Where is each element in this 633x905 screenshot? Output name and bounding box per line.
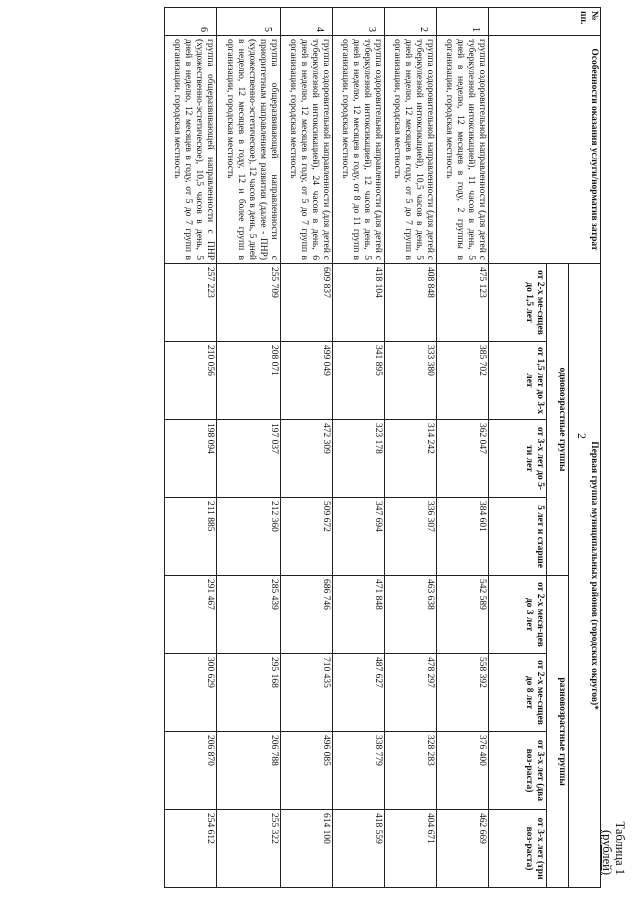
cell-value: 338 779 [333, 732, 385, 810]
cell-value: 333 380 [385, 342, 437, 420]
cell-value: 614 100 [281, 810, 333, 888]
col-header: от 2-х меся-цев до 3 лет [489, 576, 547, 654]
col-header: от 2-х ме-сяцев до 8 лет [489, 654, 547, 732]
cell-value: 385 702 [437, 342, 489, 420]
cell-value: 496 085 [281, 732, 333, 810]
table-row [437, 8, 489, 888]
row-description: группа оздоровительной направленности (для детей с туберкулезной интоксикацией), 11 часов в день, 5 дней в неделю, 12 месяцев в году, 2 группы в организации, городская местность [437, 36, 489, 264]
col-feature-header: Особенности оказания услуги/норматив затрат [489, 36, 601, 264]
col-header: от 3-х лет (три воз-раста) [489, 810, 547, 888]
cell-value: 255 709 [217, 264, 281, 342]
col-header: от 1,5 лет до 3-х лет [489, 342, 547, 420]
table-row [281, 8, 333, 888]
single-age-header: одновозрастные группы [547, 264, 569, 576]
cell-value: 558 392 [437, 654, 489, 732]
table-row [217, 8, 281, 888]
cell-value: 609 837 [281, 264, 333, 342]
row-description: группа оздоровительной направленности (для детей с туберкулезной интоксикацией), 10,5 часов в день, 5 дней в неделю, 12 месяцев в году, от 5 до 7 групп в организации, городская местность [385, 36, 437, 264]
cell-value: 254 612 [165, 810, 217, 888]
cell-value: 384 601 [437, 498, 489, 576]
cell-value: 285 439 [217, 576, 281, 654]
cell-value: 255 322 [217, 810, 281, 888]
cell-value: 336 307 [385, 498, 437, 576]
cell-value: 206 870 [165, 732, 217, 810]
row-number: 3 [333, 8, 385, 36]
cell-value: 418 559 [333, 810, 385, 888]
cell-value: 509 672 [281, 498, 333, 576]
cell-value: 418 104 [333, 264, 385, 342]
cell-value: 314 242 [385, 420, 437, 498]
cell-value: 197 037 [217, 420, 281, 498]
cell-value: 341 895 [333, 342, 385, 420]
table-title: Таблица 1 [613, 821, 627, 875]
table-row [333, 8, 385, 888]
cell-value: 212 360 [217, 498, 281, 576]
col-no-header: № пп. [489, 8, 601, 36]
col-header: от 3-х лет (два воз-раста) [489, 732, 547, 810]
cell-value: 376 400 [437, 732, 489, 810]
cell-value: 295 168 [217, 654, 281, 732]
row-description: группа общеразвивающей направленности с ПНР (художественно-эстетическое), 10,5 часов в день, 5 дней в неделю, 12 месяцев в году, от 5 до 7 групп в организации, городская местность [165, 36, 217, 264]
table-unit: (рублей) [600, 829, 614, 875]
row-number: 5 [217, 8, 281, 36]
cell-value: 257 223 [165, 264, 217, 342]
cell-value: 328 283 [385, 732, 437, 810]
page-number: 2 [575, 433, 589, 439]
cell-value: 710 435 [281, 654, 333, 732]
col-header: 5 лет и старше [489, 498, 547, 576]
row-description: группа оздоровительной направленности (для детей с туберкулезной интоксикацией), 12 часов в день, 5 дней в неделю, 12 месяцев в году, от 8 до 11 групп в организации, городская местность [333, 36, 385, 264]
cell-value: 686 746 [281, 576, 333, 654]
table-row [165, 8, 217, 888]
cell-value: 323 178 [333, 420, 385, 498]
table-caption [600, 822, 626, 875]
cell-value: 300 629 [165, 654, 217, 732]
first-group-header: Первая группа муниципальных районов (городских округов)* [569, 264, 601, 888]
cell-value: 210 056 [165, 342, 217, 420]
cell-value: 198 094 [165, 420, 217, 498]
row-description: группа оздоровительной направленности (для детей с туберкулезной интоксикацией), 24 часов в день, 6 дней в неделю, 12 месяцев в году, от 5 до 7 групп в организации, городская местность [281, 36, 333, 264]
row-number: 2 [385, 8, 437, 36]
row-number: 1 [437, 8, 489, 36]
cell-value: 404 671 [385, 810, 437, 888]
row-description: группа общеразвивающей направленности с приоритетным направлением развития (далее - ПНР) (художественно-эстетическое), 12 часов в день, 5 дней в неделю, 12 месяцев в году, 12 и более групп в организации, городская местность [217, 36, 281, 264]
cell-value: 462 669 [437, 810, 489, 888]
cell-value: 499 049 [281, 342, 333, 420]
col-header: от 2-х ме-сяцев до 1,5 лет [489, 264, 547, 342]
cell-value: 475 123 [437, 264, 489, 342]
table-row [385, 8, 437, 888]
cell-value: 472 309 [281, 420, 333, 498]
cell-value: 478 297 [385, 654, 437, 732]
cell-value: 471 848 [333, 576, 385, 654]
cell-value: 408 848 [385, 264, 437, 342]
cell-value: 542 589 [437, 576, 489, 654]
cost-table [164, 7, 601, 888]
cell-value: 206 788 [217, 732, 281, 810]
cell-value: 211 885 [165, 498, 217, 576]
cell-value: 291 467 [165, 576, 217, 654]
mixed-age-header: разновозрастные группы [547, 576, 569, 888]
cell-value: 208 071 [217, 342, 281, 420]
col-header: от 3-х лет до 5-ти лет [489, 420, 547, 498]
cell-value: 347 694 [333, 498, 385, 576]
row-number: 6 [165, 8, 217, 36]
cell-value: 487 627 [333, 654, 385, 732]
cell-value: 362 047 [437, 420, 489, 498]
cell-value: 463 638 [385, 576, 437, 654]
row-number: 4 [281, 8, 333, 36]
